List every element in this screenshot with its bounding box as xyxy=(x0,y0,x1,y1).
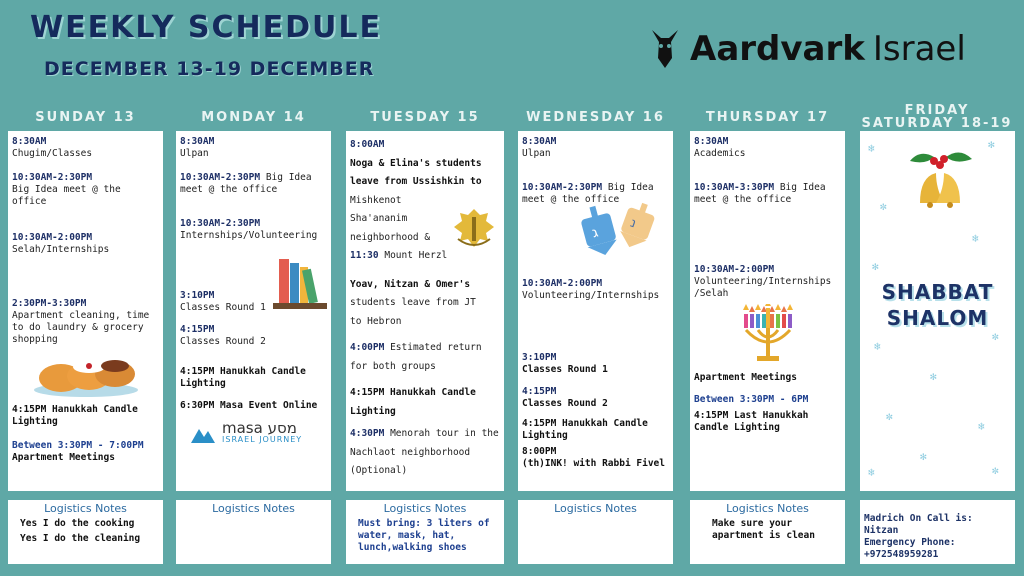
event-time: 11:30 xyxy=(350,250,379,261)
event-highlight: 4:15PM Hanukkah Candle Lighting xyxy=(350,387,476,417)
notes-text: Must bring: 3 liters of water, mask, hat, lunch,walking shoes xyxy=(358,518,490,553)
shabbat-line-2: SHALOM xyxy=(886,306,989,330)
event-time: 3:10PM xyxy=(180,290,215,301)
event-highlight: Apartment Meetings xyxy=(12,452,115,463)
snowflake-icon: ✼ xyxy=(886,410,893,423)
event-time: 2:30PM-3:30PM xyxy=(12,298,87,309)
event-desc: Estimated return for both groups xyxy=(350,342,482,372)
notes-text: Yes I do the cleaning xyxy=(20,533,141,544)
notes-text: Yes I do the cooking xyxy=(20,518,135,529)
event-desc: Big Idea meet @ the office xyxy=(180,172,312,195)
emergency-label: Emergency Phone: xyxy=(864,537,956,548)
day-header-friday xyxy=(858,104,1016,130)
event-highlight: Noga & Elina's students leave from Ussishkin to xyxy=(350,157,482,187)
event-desc: Academics xyxy=(694,148,746,159)
day-header-sunday: SUNDAY 13 xyxy=(35,110,136,125)
books-icon xyxy=(271,255,329,313)
event-desc: Big Idea meet @ the office xyxy=(694,182,826,205)
snowflake-icon: ✼ xyxy=(992,464,999,477)
day-card-wednesday xyxy=(518,131,673,491)
event-time: 10:30AM-2:30PM xyxy=(12,172,93,183)
notes-friday xyxy=(860,500,1015,564)
event-desc: Internships/Volunteering xyxy=(180,230,318,241)
day-card-monday xyxy=(176,131,331,491)
donuts-icon xyxy=(31,350,141,398)
event-highlight: 4:15PM Last Hanukkah Candle Lighting xyxy=(694,410,809,433)
day-header-monday: MONDAY 14 xyxy=(201,110,306,125)
snowflake-icon: ✼ xyxy=(880,200,887,213)
event-highlight: (th)INK! with Rabbi Fivel xyxy=(522,458,665,469)
day-header-friday-line1: FRIDAY xyxy=(904,103,970,118)
event-line xyxy=(180,172,327,196)
event-desc: students leave from JT to Hebron xyxy=(350,297,476,327)
event-time: 10:30AM-2:30PM xyxy=(180,218,261,229)
event-highlight: 6:30PM Masa Event Online xyxy=(180,400,318,411)
day-card-tuesday xyxy=(346,131,504,491)
svg-text:ג: ג xyxy=(590,224,600,242)
bells-holly-icon xyxy=(900,147,980,211)
day-header-thursday: THURSDAY 17 xyxy=(705,110,830,125)
event-desc: Selah/Internships xyxy=(12,244,110,255)
snowflake-icon: ✻ xyxy=(920,450,927,463)
day-header-friday-line2: SATURDAY 18-19 xyxy=(861,116,1013,131)
notes-text: Make sure your apartment is clean xyxy=(712,518,815,541)
event-time: 8:30AM xyxy=(12,136,47,147)
event-time: Between 3:30PM - 7:00PM xyxy=(12,440,144,451)
event-desc: Ulpan xyxy=(180,148,209,159)
event-desc: Chugim/Classes xyxy=(12,148,93,159)
snowflake-icon: ✻ xyxy=(872,260,879,273)
notes-title: Logistics Notes xyxy=(554,502,637,515)
event-time: 10:30AM-2:30PM xyxy=(180,172,261,183)
snowflake-icon: ❄ xyxy=(868,142,875,155)
event-highlight: Classes Round 1 xyxy=(522,364,608,375)
masa-icon xyxy=(190,423,216,445)
event-highlight: Classes Round 2 xyxy=(522,398,608,409)
snowflake-icon: ❄ xyxy=(868,466,875,479)
snowflake-icon: ❄ xyxy=(874,340,881,353)
brand-name-bold: Aardvark xyxy=(690,29,865,69)
event-time: 10:30AM-2:00PM xyxy=(694,264,775,275)
event-line xyxy=(350,339,500,376)
page-title: WEEKLY SCHEDULE xyxy=(30,10,383,45)
event-desc: Apartment cleaning, time to do laundry & grocery shopping xyxy=(12,310,150,345)
notes-title: Logistics Notes xyxy=(212,502,295,515)
event-line xyxy=(694,182,841,206)
madrich-label: Madrich On Call is: xyxy=(864,513,973,524)
event-time: 10:30AM-3:30PM xyxy=(694,182,775,193)
event-desc: Classes Round 1 xyxy=(180,302,266,313)
day-header-tuesday: TUESDAY 15 xyxy=(370,110,480,125)
event-time: 3:10PM xyxy=(522,352,557,363)
event-desc: Classes Round 2 xyxy=(180,336,266,347)
notes-sunday xyxy=(8,500,163,564)
event-desc: Mishkenot Sha'ananim neighborhood & xyxy=(350,194,431,243)
event-time: 4:00PM xyxy=(350,342,385,353)
event-highlight: Yoav, Nitzan & Omer's xyxy=(350,278,471,290)
day-card-sunday xyxy=(8,131,163,491)
menorah-icon xyxy=(737,304,799,364)
snowflake-icon: ❄ xyxy=(978,420,985,433)
event-time: 4:15PM xyxy=(522,386,557,397)
event-time: 8:30AM xyxy=(694,136,729,147)
day-header-wednesday: WEDNESDAY 16 xyxy=(526,110,665,125)
event-time: 4:30PM xyxy=(350,428,385,439)
brand-logo xyxy=(648,28,966,70)
event-highlight: 4:15PM Hanukkah Candle Lighting xyxy=(180,366,306,389)
day-card-friday-saturday xyxy=(860,131,1015,491)
brand-name-light: Israel xyxy=(872,29,966,69)
notes-title: Logistics Notes xyxy=(383,502,467,515)
event-desc: Volunteering/Internships xyxy=(522,290,660,301)
event-highlight: Apartment Meetings xyxy=(694,372,797,383)
event-time: Between 3:30PM - 6PM xyxy=(694,394,809,405)
emergency-phone: +972548959281 xyxy=(864,549,939,560)
madrich-name: Nitzan xyxy=(864,525,899,536)
idf-emblem-icon xyxy=(450,207,498,251)
notes-tuesday xyxy=(346,500,504,564)
event-highlight: 4:15PM Hanukkah Candle Lighting xyxy=(522,418,648,441)
snowflake-icon: ❄ xyxy=(972,232,979,245)
masa-title: masa מסע xyxy=(222,419,297,437)
event-desc: Big Idea meet @ the office xyxy=(522,182,654,205)
notes-wednesday xyxy=(518,500,673,564)
aardvark-icon xyxy=(648,28,682,70)
notes-monday xyxy=(176,500,331,564)
event-desc: Volunteering/Internships /Selah xyxy=(694,276,832,299)
day-card-thursday xyxy=(690,131,845,491)
event-desc: Mount Herzl xyxy=(384,250,448,261)
snowflake-icon: ✼ xyxy=(992,330,999,343)
notes-title: Logistics Notes xyxy=(44,502,127,515)
event-highlight: 4:15PM Hanukkah Candle Lighting xyxy=(12,404,138,427)
event-time: 4:15PM xyxy=(180,324,215,335)
shabbat-line-1: SHABBAT xyxy=(881,280,994,304)
masa-logo xyxy=(180,419,327,446)
event-time: 8:00AM xyxy=(350,139,385,150)
shabbat-shalom-greeting xyxy=(860,279,1015,331)
snowflake-icon: ✻ xyxy=(988,138,995,151)
page-subtitle: DECEMBER 13-19 DECEMBER xyxy=(44,58,375,80)
event-time: 10:30AM-2:00PM xyxy=(12,232,93,243)
notes-thursday xyxy=(690,500,845,564)
event-desc: Menorah tour in the Nachlaot neighborhood (Optional) xyxy=(350,428,499,476)
event-desc: Big Idea meet @ the office xyxy=(12,184,121,207)
event-desc: Ulpan xyxy=(522,148,551,159)
event-time: 10:30AM-2:30PM xyxy=(522,182,603,193)
event-highlight: 8:00PM xyxy=(522,446,557,457)
event-line xyxy=(350,425,500,481)
dreidel-icon xyxy=(572,201,662,257)
event-time: 8:30AM xyxy=(180,136,215,147)
event-time: 8:30AM xyxy=(522,136,557,147)
svg-text:נ: נ xyxy=(628,215,639,232)
event-time: 10:30AM-2:00PM xyxy=(522,278,603,289)
masa-subtitle: ISRAEL JOURNEY xyxy=(222,435,303,444)
snowflake-icon: ✻ xyxy=(930,370,937,383)
notes-title: Logistics Notes xyxy=(726,502,809,515)
